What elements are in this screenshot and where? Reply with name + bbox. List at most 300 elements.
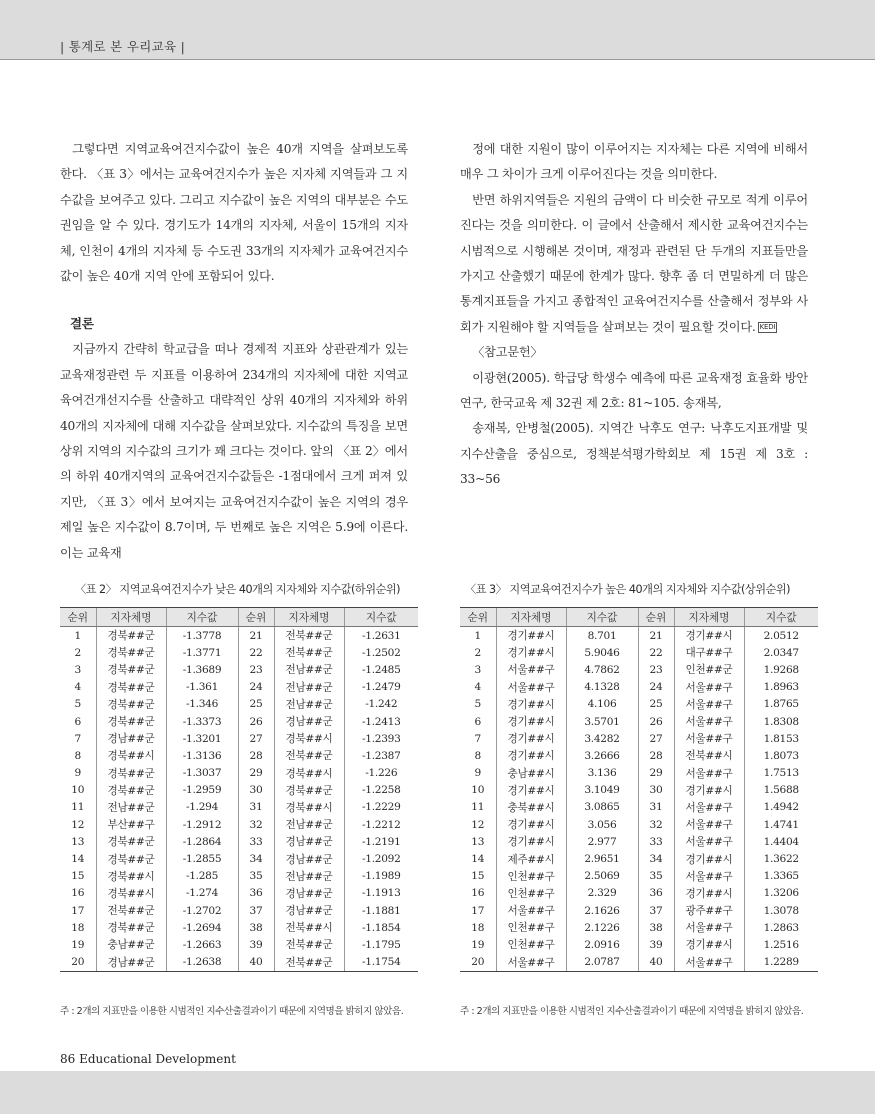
table-row xyxy=(460,627,818,645)
table-header-row xyxy=(460,608,818,627)
cell-rank: 9 xyxy=(474,767,481,780)
cell-region: 경북##군 xyxy=(96,644,166,661)
cell-value: 1.4404 xyxy=(744,833,818,850)
table-row xyxy=(60,936,418,953)
table-row xyxy=(60,696,418,713)
cell-rank: 19 xyxy=(71,938,85,951)
cell-rank: 27 xyxy=(638,730,674,747)
cell-region: 충남##군 xyxy=(96,936,166,953)
section-heading-conclusion: 결론 xyxy=(70,316,94,332)
cell-region: 경기##시 xyxy=(496,730,566,747)
table-row xyxy=(60,885,418,902)
cell-region: 경북##군 xyxy=(96,919,166,936)
table-row xyxy=(60,713,418,730)
cell-region: 경기##시 xyxy=(496,833,566,850)
cell-rank: 18 xyxy=(71,921,85,934)
cell-region: 서울##구 xyxy=(496,954,566,972)
cell-value: -1.2694 xyxy=(166,919,238,936)
cell-rank: 16 xyxy=(471,887,485,900)
cell-value: 2.1626 xyxy=(566,902,638,919)
cell-region: 경기##시 xyxy=(674,850,744,867)
cell-region: 인천##구 xyxy=(496,885,566,902)
table-header-row xyxy=(60,608,418,627)
cell-rank: 3 xyxy=(474,663,481,676)
cell-region: 경북##시 xyxy=(96,868,166,885)
cell-rank: 34 xyxy=(238,850,274,867)
cell-value: 2.0512 xyxy=(744,627,818,645)
cell-value: -1.2413 xyxy=(344,713,418,730)
cell-rank: 20 xyxy=(60,954,96,972)
cell-rank: 31 xyxy=(638,799,674,816)
cell-value: -1.274 xyxy=(166,885,238,902)
cell-rank: 29 xyxy=(638,765,674,782)
cell-value: 3.4282 xyxy=(566,730,638,747)
cell-region: 서울##구 xyxy=(496,679,566,696)
cell-rank: 30 xyxy=(638,782,674,799)
table-row xyxy=(460,902,818,919)
cell-rank: 19 xyxy=(471,938,485,951)
body-paragraph: 그렇다면 지역교육여건지수값이 높은 40개 지역을 살펴보도록 한다. 〈표 3〉에서는 교육여건지수가 높은 지자체 지역들과 그 지수값을 보여주고 있다. 그리고 지수값이 높은 지역의 대부분은 수도권임을 알 수 있다. 경기도가 14개의 지자체, 서울이 15개의 지자체, 인천이 4개의 지자체 등 수도권 33개의 지자체가 교육여건지수값이 높은 40개 지역 안에 포함되어 있다. xyxy=(60,142,408,284)
right-text-column xyxy=(460,137,808,493)
cell-value: 2.5069 xyxy=(566,868,638,885)
cell-rank: 9 xyxy=(74,767,81,780)
cell-region: 서울##구 xyxy=(674,679,744,696)
cell-region: 서울##구 xyxy=(496,661,566,678)
cell-value: 8.701 xyxy=(566,627,638,645)
page-number: 86 Educational Development xyxy=(60,1052,236,1066)
cell-value: -1.2393 xyxy=(344,730,418,747)
cell-rank: 8 xyxy=(74,749,81,762)
cell-region: 경남##군 xyxy=(96,954,166,972)
table-row xyxy=(60,730,418,747)
cell-region: 전북##시 xyxy=(274,919,344,936)
cell-rank: 40 xyxy=(638,954,674,972)
cell-value: -1.1913 xyxy=(344,885,418,902)
cell-region: 경기##시 xyxy=(674,627,744,645)
cell-region: 경남##군 xyxy=(274,885,344,902)
cell-rank: 7 xyxy=(474,732,481,745)
cell-rank: 10 xyxy=(471,784,485,797)
cell-region: 전남##군 xyxy=(274,661,344,678)
cell-rank: 1 xyxy=(474,629,481,642)
cell-region: 경북##군 xyxy=(96,782,166,799)
cell-value: 1.2516 xyxy=(744,936,818,953)
body-paragraph: 지금까지 간략히 학교급을 떠나 경제적 지표와 상관관계가 있는 교육재정관련 두 지표를 이용하여 234개의 지자체에 대한 지역교육여건개선지수를 산출하고 대략적인 상위 40개의 지자체와 하위 40개의 지자체에 대해 지수값을 살펴보았다. 지수값의 특징을 보면 상위 지역의 지수값의 크기가 꽤 크다는 것이다. 앞의 〈표 2〉에서의 하위 40개지역의 교육여건지수값들은 -1점대에서 크게 퍼져 있지만, 〈표 3〉에서 보여지는 교육여건지수값이 높은 지역의 경우 제일 높은 지수값이 8.7이며, 두 번째로 높은 지역은 5.9에 이른다. 이는 교육재 xyxy=(60,342,408,560)
cell-value: 2.1226 xyxy=(566,919,638,936)
column-header-rank: 순위 xyxy=(238,608,274,627)
cell-value: -1.242 xyxy=(344,696,418,713)
cell-region: 전남##군 xyxy=(274,679,344,696)
cell-rank: 17 xyxy=(471,904,485,917)
cell-rank: 28 xyxy=(238,747,274,764)
cell-rank: 36 xyxy=(238,885,274,902)
cell-value: -1.2855 xyxy=(166,850,238,867)
table-row xyxy=(60,765,418,782)
cell-region: 경북##군 xyxy=(96,661,166,678)
table-row xyxy=(460,696,818,713)
cell-value: 3.0865 xyxy=(566,799,638,816)
cell-value: 1.9268 xyxy=(744,661,818,678)
cell-rank: 32 xyxy=(238,816,274,833)
cell-region: 부산##구 xyxy=(96,816,166,833)
cell-value: -1.2663 xyxy=(166,936,238,953)
cell-rank: 6 xyxy=(474,715,481,728)
cell-region: 서울##구 xyxy=(674,765,744,782)
cell-value: 1.2863 xyxy=(744,919,818,936)
cell-rank: 36 xyxy=(638,885,674,902)
cell-rank: 23 xyxy=(238,661,274,678)
cell-rank: 30 xyxy=(238,782,274,799)
cell-value: 2.329 xyxy=(566,885,638,902)
cell-region: 경북##시 xyxy=(96,747,166,764)
table-row xyxy=(460,868,818,885)
cell-value: 1.7513 xyxy=(744,765,818,782)
cell-region: 경기##시 xyxy=(496,816,566,833)
table-row xyxy=(60,833,418,850)
table3-note: 주 : 2개의 지표만을 이용한 시범적인 지수산출결과이기 때문에 지역명을 밝히지 않았음. xyxy=(460,1006,804,1017)
table-row xyxy=(460,661,818,678)
cell-region: 전남##군 xyxy=(274,816,344,833)
body-paragraph xyxy=(460,188,808,340)
cell-rank: 39 xyxy=(638,936,674,953)
cell-region: 경북##군 xyxy=(96,833,166,850)
column-header-rank: 순위 xyxy=(60,608,96,627)
cell-value: 1.8073 xyxy=(744,747,818,764)
cell-rank: 21 xyxy=(638,627,674,645)
cell-value: -1.346 xyxy=(166,696,238,713)
cell-rank: 32 xyxy=(638,816,674,833)
table-row xyxy=(460,936,818,953)
cell-region: 충북##시 xyxy=(496,799,566,816)
cell-region: 전남##군 xyxy=(96,799,166,816)
cell-rank: 38 xyxy=(638,919,674,936)
cell-region: 전남##군 xyxy=(274,696,344,713)
cell-value: 1.4942 xyxy=(744,799,818,816)
column-header-rank: 순위 xyxy=(638,608,674,627)
column-header-value: 지수값 xyxy=(744,608,818,627)
cell-rank: 5 xyxy=(474,698,481,711)
table-row xyxy=(460,954,818,972)
cell-rank: 2 xyxy=(474,646,481,659)
table-row xyxy=(460,919,818,936)
cell-rank: 34 xyxy=(638,850,674,867)
cell-region: 대구##구 xyxy=(674,644,744,661)
column-header-value: 지수값 xyxy=(166,608,238,627)
cell-region: 서울##구 xyxy=(674,696,744,713)
cell-value: -1.2212 xyxy=(344,816,418,833)
table3-high-index-regions xyxy=(460,607,818,972)
cell-rank: 37 xyxy=(238,902,274,919)
cell-region: 경남##군 xyxy=(274,850,344,867)
bottom-footer-bar xyxy=(0,1071,875,1114)
cell-region: 경기##시 xyxy=(674,885,744,902)
cell-rank: 6 xyxy=(74,715,81,728)
table-row xyxy=(460,747,818,764)
cell-rank: 33 xyxy=(638,833,674,850)
references-heading: 〈참고문헌〉 xyxy=(472,345,543,360)
cell-value: 2.0916 xyxy=(566,936,638,953)
cell-region: 인천##구 xyxy=(496,868,566,885)
cell-region: 경북##시 xyxy=(274,765,344,782)
cell-rank: 14 xyxy=(71,853,85,866)
table2-caption: 〈표 2〉 지역교육여건지수가 낮은 40개의 지자체와 지수값(하위순위) xyxy=(75,583,400,596)
cell-value: 4.106 xyxy=(566,696,638,713)
cell-rank: 27 xyxy=(238,730,274,747)
cell-value: 1.5688 xyxy=(744,782,818,799)
table-row xyxy=(60,661,418,678)
cell-region: 경북##군 xyxy=(96,765,166,782)
cell-rank: 2 xyxy=(74,646,81,659)
cell-value: -1.2959 xyxy=(166,782,238,799)
cell-region: 경기##시 xyxy=(674,936,744,953)
cell-region: 경북##군 xyxy=(96,713,166,730)
table2-low-index-regions xyxy=(60,607,418,972)
cell-value: -1.2702 xyxy=(166,902,238,919)
cell-region: 경기##시 xyxy=(496,713,566,730)
cell-value: -1.2864 xyxy=(166,833,238,850)
column-header-region: 지자체명 xyxy=(674,608,744,627)
cell-rank: 10 xyxy=(71,784,85,797)
cell-region: 광주##구 xyxy=(674,902,744,919)
cell-rank: 37 xyxy=(638,902,674,919)
cell-region: 경기##시 xyxy=(496,644,566,661)
cell-region: 충남##시 xyxy=(496,765,566,782)
cell-value: 1.8963 xyxy=(744,679,818,696)
table-row xyxy=(60,799,418,816)
cell-value: -1.1881 xyxy=(344,902,418,919)
cell-value: 1.8153 xyxy=(744,730,818,747)
table-row xyxy=(60,782,418,799)
table-row xyxy=(60,816,418,833)
cell-rank: 18 xyxy=(471,921,485,934)
cell-value: 3.136 xyxy=(566,765,638,782)
cell-region: 경북##군 xyxy=(96,850,166,867)
cell-rank: 5 xyxy=(74,698,81,711)
cell-rank: 8 xyxy=(474,749,481,762)
cell-rank: 24 xyxy=(238,679,274,696)
cell-region: 경기##시 xyxy=(674,782,744,799)
table-row xyxy=(460,799,818,816)
table-row xyxy=(460,782,818,799)
header-divider xyxy=(0,59,875,60)
cell-value: -1.294 xyxy=(166,799,238,816)
kedi-end-mark: KEDI xyxy=(759,322,776,331)
cell-region: 전북##군 xyxy=(274,627,344,645)
cell-region: 전북##군 xyxy=(274,954,344,972)
cell-value: 1.4741 xyxy=(744,816,818,833)
cell-value: 1.2289 xyxy=(744,954,818,972)
cell-value: -1.3778 xyxy=(166,627,238,645)
cell-region: 전북##군 xyxy=(274,644,344,661)
cell-region: 전북##시 xyxy=(674,747,744,764)
cell-rank: 4 xyxy=(474,681,481,694)
cell-value: -1.2485 xyxy=(344,661,418,678)
cell-value: 1.3622 xyxy=(744,850,818,867)
cell-rank: 23 xyxy=(638,661,674,678)
table2-note: 주 : 2개의 지표만을 이용한 시범적인 지수산출결과이기 때문에 지역명을 밝히지 않았음. xyxy=(60,1006,404,1017)
cell-value: 1.8765 xyxy=(744,696,818,713)
cell-rank: 35 xyxy=(638,868,674,885)
cell-rank: 1 xyxy=(74,629,81,642)
cell-region: 서울##구 xyxy=(496,902,566,919)
reference-item: 송재복, 안병철(2005). 지역간 낙후도 연구: 낙후도지표개발 및 지수산출을 중심으로, 정책분석평가학회보 제 15권 제 3호 : 33~56 xyxy=(460,421,808,487)
cell-region: 서울##구 xyxy=(674,816,744,833)
cell-region: 전북##군 xyxy=(274,747,344,764)
cell-rank: 21 xyxy=(238,627,274,645)
cell-region: 경북##시 xyxy=(274,799,344,816)
cell-rank: 38 xyxy=(238,919,274,936)
table-row xyxy=(460,713,818,730)
cell-region: 서울##구 xyxy=(674,799,744,816)
cell-region: 인천##구 xyxy=(496,936,566,953)
cell-region: 경남##군 xyxy=(274,902,344,919)
cell-region: 경남##군 xyxy=(274,713,344,730)
cell-region: 경기##시 xyxy=(496,627,566,645)
cell-rank: 13 xyxy=(471,835,485,848)
cell-rank: 24 xyxy=(638,679,674,696)
cell-rank: 31 xyxy=(238,799,274,816)
cell-region: 경북##시 xyxy=(274,730,344,747)
cell-region: 서울##구 xyxy=(674,868,744,885)
table-row xyxy=(460,765,818,782)
cell-value: -1.3373 xyxy=(166,713,238,730)
cell-rank: 39 xyxy=(238,936,274,953)
cell-value: -1.1854 xyxy=(344,919,418,936)
cell-value: -1.3037 xyxy=(166,765,238,782)
table-row xyxy=(460,644,818,661)
cell-region: 경북##시 xyxy=(96,885,166,902)
cell-value: -1.2502 xyxy=(344,644,418,661)
cell-rank: 11 xyxy=(471,801,485,814)
table-row xyxy=(460,730,818,747)
cell-region: 전북##군 xyxy=(274,936,344,953)
cell-region: 인천##군 xyxy=(674,661,744,678)
table-row xyxy=(60,627,418,645)
cell-rank: 3 xyxy=(74,663,81,676)
cell-rank: 25 xyxy=(238,696,274,713)
cell-value: -1.1754 xyxy=(344,954,418,972)
table-row xyxy=(60,679,418,696)
cell-rank: 22 xyxy=(238,644,274,661)
cell-region: 경기##시 xyxy=(496,747,566,764)
cell-region: 경남##군 xyxy=(96,730,166,747)
cell-rank: 17 xyxy=(71,904,85,917)
cell-value: 1.8308 xyxy=(744,713,818,730)
column-header-region: 지자체명 xyxy=(496,608,566,627)
cell-rank: 25 xyxy=(638,696,674,713)
table-row xyxy=(460,850,818,867)
cell-region: 경기##시 xyxy=(496,782,566,799)
cell-value: -1.2191 xyxy=(344,833,418,850)
cell-value: 2.977 xyxy=(566,833,638,850)
cell-value: -1.1795 xyxy=(344,936,418,953)
cell-rank: 15 xyxy=(471,870,485,883)
cell-value: -1.285 xyxy=(166,868,238,885)
cell-value: 3.1049 xyxy=(566,782,638,799)
cell-region: 인천##구 xyxy=(496,919,566,936)
body-paragraph-text: 반면 하위지역들은 지원의 금액이 다 비슷한 규모로 적게 이루어진다는 것을 의미한다. 이 글에서 산출해서 제시한 교육여건지수는 시범적으로 시행해본 것이며, 재정과 관련된 단 두개의 지표들만을 가지고 산출했기 때문에 한계가 많다. 향후 좀 더 면밀하게 더 많은 통계지표들을 가지고 종합적인 교육여건지수를 산출해서 정부와 사회가 지원해야 할 지역들을 살펴보는 것이 필요할 것이다. xyxy=(460,192,808,334)
cell-region: 경남##군 xyxy=(274,833,344,850)
cell-value: 4.7862 xyxy=(566,661,638,678)
cell-value: 2.9651 xyxy=(566,850,638,867)
cell-value: -1.2912 xyxy=(166,816,238,833)
table-row xyxy=(460,885,818,902)
column-header-rank: 순위 xyxy=(460,608,496,627)
cell-value: -1.2387 xyxy=(344,747,418,764)
cell-value: 2.0787 xyxy=(566,954,638,972)
table-row xyxy=(60,644,418,661)
cell-value: -1.2229 xyxy=(344,799,418,816)
cell-rank: 13 xyxy=(71,835,85,848)
cell-value: -1.2092 xyxy=(344,850,418,867)
table3-caption: 〈표 3〉 지역교육여건지수가 높은 40개의 지자체와 지수값(상위순위) xyxy=(465,583,790,596)
cell-region: 경북##군 xyxy=(96,679,166,696)
cell-value: -1.2631 xyxy=(344,627,418,645)
cell-value: 3.2666 xyxy=(566,747,638,764)
cell-rank: 35 xyxy=(238,868,274,885)
table-row xyxy=(460,679,818,696)
table-row xyxy=(60,919,418,936)
cell-rank: 12 xyxy=(71,818,85,831)
cell-rank: 28 xyxy=(638,747,674,764)
column-header-value: 지수값 xyxy=(344,608,418,627)
cell-rank: 7 xyxy=(74,732,81,745)
cell-value: 1.3078 xyxy=(744,902,818,919)
cell-region: 서울##구 xyxy=(674,833,744,850)
cell-rank: 22 xyxy=(638,644,674,661)
cell-value: -1.3136 xyxy=(166,747,238,764)
column-header-value: 지수값 xyxy=(566,608,638,627)
cell-value: -1.361 xyxy=(166,679,238,696)
cell-value: -1.226 xyxy=(344,765,418,782)
cell-value: -1.2638 xyxy=(166,954,238,972)
cell-value: 2.0347 xyxy=(744,644,818,661)
table-row xyxy=(60,747,418,764)
cell-value: -1.2479 xyxy=(344,679,418,696)
cell-region: 경기##시 xyxy=(496,696,566,713)
cell-value: -1.2258 xyxy=(344,782,418,799)
cell-value: -1.3689 xyxy=(166,661,238,678)
cell-value: 5.9046 xyxy=(566,644,638,661)
cell-value: -1.3201 xyxy=(166,730,238,747)
cell-region: 제주##시 xyxy=(496,850,566,867)
reference-item: 이광현(2005). 학급당 학생수 예측에 따른 교육재정 효율화 방안 연구, 한국교육 제 32권 제 2호: 81~105. 송재복, xyxy=(460,370,808,411)
left-text-column xyxy=(60,137,408,566)
table-row xyxy=(460,816,818,833)
table-row xyxy=(460,833,818,850)
cell-region: 서울##구 xyxy=(674,713,744,730)
cell-region: 전남##군 xyxy=(274,868,344,885)
cell-region: 경북##군 xyxy=(96,627,166,645)
cell-region: 서울##구 xyxy=(674,919,744,936)
cell-region: 경북##군 xyxy=(96,696,166,713)
cell-rank: 33 xyxy=(238,833,274,850)
cell-rank: 40 xyxy=(238,954,274,972)
cell-value: 1.3365 xyxy=(744,868,818,885)
cell-value: 1.3206 xyxy=(744,885,818,902)
cell-value: -1.3771 xyxy=(166,644,238,661)
cell-rank: 16 xyxy=(71,887,85,900)
table-row xyxy=(60,868,418,885)
column-header-region: 지자체명 xyxy=(96,608,166,627)
cell-value: -1.1989 xyxy=(344,868,418,885)
body-paragraph: 정에 대한 지원이 많이 이루어지는 지자체는 다른 지역에 비해서 매우 그 차이가 크게 이루어진다는 것을 의미한다. xyxy=(460,142,808,182)
running-header-title: | 통계로 본 우리교육 | xyxy=(60,39,186,54)
cell-rank: 11 xyxy=(71,801,85,814)
table-row xyxy=(60,850,418,867)
cell-value: 3.056 xyxy=(566,816,638,833)
column-header-region: 지자체명 xyxy=(274,608,344,627)
